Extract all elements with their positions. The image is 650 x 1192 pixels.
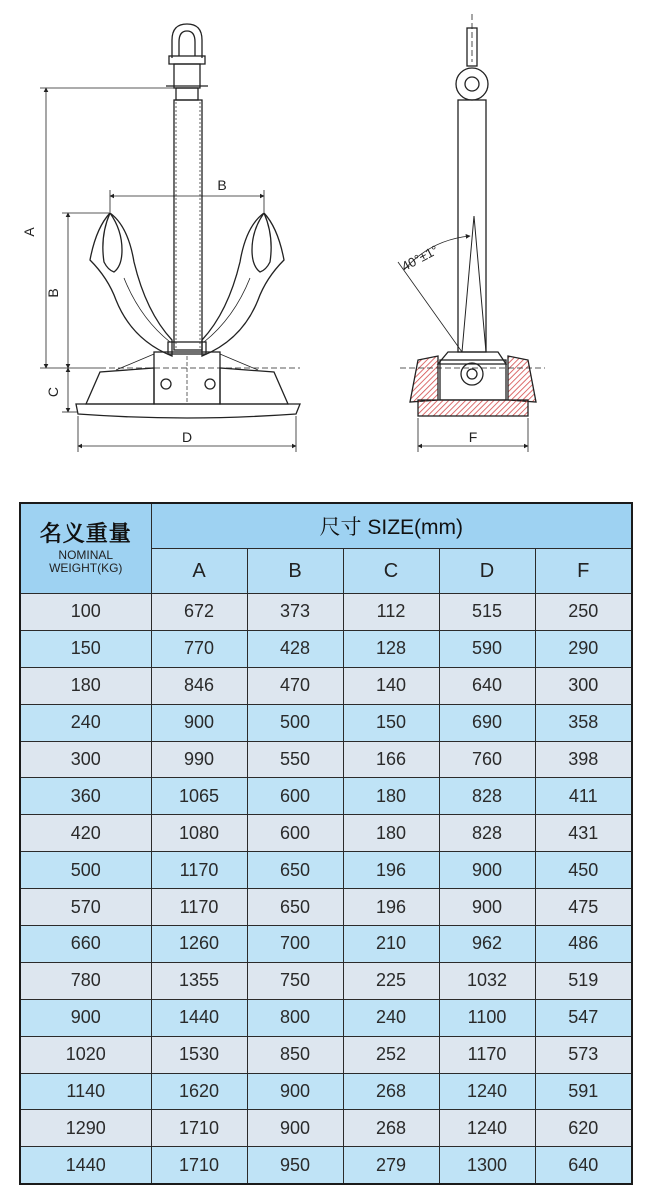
size-cell-b: 373 <box>247 594 343 631</box>
size-cell-a: 770 <box>151 630 247 667</box>
weight-cell: 900 <box>20 999 151 1036</box>
anchor-technical-drawing <box>0 0 650 470</box>
size-cell-b: 700 <box>247 926 343 963</box>
table-row <box>20 815 632 852</box>
nominal-weight-header <box>20 503 151 594</box>
weight-cell: 420 <box>20 815 151 852</box>
column-header-c: C <box>343 549 439 594</box>
nominal-weight-header-cn: 名义重量 <box>39 520 132 546</box>
size-cell-c: 150 <box>343 704 439 741</box>
size-cell-b: 500 <box>247 704 343 741</box>
size-cell-a: 1620 <box>151 1073 247 1110</box>
table-row <box>20 704 632 741</box>
size-cell-f: 620 <box>535 1110 632 1147</box>
size-cell-d: 1100 <box>439 999 535 1036</box>
weight-cell: 570 <box>20 889 151 926</box>
angle-label: 40°±1° <box>399 242 441 274</box>
size-cell-f: 358 <box>535 704 632 741</box>
size-cell-d: 760 <box>439 741 535 778</box>
table-row <box>20 1110 632 1147</box>
size-cell-a: 672 <box>151 594 247 631</box>
table-row <box>20 999 632 1036</box>
weight-cell: 150 <box>20 630 151 667</box>
dim-label-b-horizontal: B <box>217 177 227 193</box>
table-row <box>20 1036 632 1073</box>
size-cell-d: 1300 <box>439 1147 535 1184</box>
size-cell-f: 573 <box>535 1036 632 1073</box>
right-arm <box>202 213 284 356</box>
front-view <box>76 24 300 418</box>
column-header-f: F <box>535 549 632 594</box>
dim-label-d: D <box>181 429 193 445</box>
column-header-b: B <box>247 549 343 594</box>
size-cell-b: 550 <box>247 741 343 778</box>
size-cell-d: 1240 <box>439 1110 535 1147</box>
size-cell-b: 750 <box>247 962 343 999</box>
weight-cell: 300 <box>20 741 151 778</box>
size-cell-b: 950 <box>247 1147 343 1184</box>
size-cell-a: 900 <box>151 704 247 741</box>
size-cell-a: 846 <box>151 667 247 704</box>
size-cell-f: 640 <box>535 1147 632 1184</box>
size-cell-a: 1080 <box>151 815 247 852</box>
size-cell-c: 210 <box>343 926 439 963</box>
weight-cell: 780 <box>20 962 151 999</box>
table-row <box>20 962 632 999</box>
size-cell-a: 1260 <box>151 926 247 963</box>
size-cell-c: 180 <box>343 815 439 852</box>
size-cell-f: 519 <box>535 962 632 999</box>
table-body <box>20 594 632 1185</box>
weight-cell: 100 <box>20 594 151 631</box>
size-cell-b: 428 <box>247 630 343 667</box>
size-cell-c: 279 <box>343 1147 439 1184</box>
weight-cell: 240 <box>20 704 151 741</box>
specification-table <box>19 502 633 1185</box>
size-cell-d: 900 <box>439 889 535 926</box>
size-cell-f: 547 <box>535 999 632 1036</box>
size-cell-d: 1240 <box>439 1073 535 1110</box>
size-cell-a: 1170 <box>151 889 247 926</box>
size-cell-f: 431 <box>535 815 632 852</box>
size-cell-b: 650 <box>247 852 343 889</box>
table-row <box>20 1147 632 1184</box>
size-cell-d: 515 <box>439 594 535 631</box>
table-row <box>20 630 632 667</box>
size-cell-b: 470 <box>247 667 343 704</box>
size-cell-f: 450 <box>535 852 632 889</box>
size-cell-a: 1355 <box>151 962 247 999</box>
side-view <box>400 14 545 416</box>
size-cell-c: 268 <box>343 1110 439 1147</box>
size-cell-d: 900 <box>439 852 535 889</box>
table-row <box>20 1073 632 1110</box>
size-cell-f: 398 <box>535 741 632 778</box>
size-cell-f: 486 <box>535 926 632 963</box>
size-cell-c: 268 <box>343 1073 439 1110</box>
front-dimension-labels <box>21 177 227 445</box>
size-cell-d: 690 <box>439 704 535 741</box>
dim-label-f: F <box>468 429 478 445</box>
size-cell-c: 225 <box>343 962 439 999</box>
column-header-a: A <box>151 549 247 594</box>
size-header: 尺寸 SIZE(mm) <box>151 503 632 549</box>
size-cell-a: 1440 <box>151 999 247 1036</box>
size-cell-c: 112 <box>343 594 439 631</box>
size-cell-a: 1710 <box>151 1147 247 1184</box>
size-cell-f: 591 <box>535 1073 632 1110</box>
table-row <box>20 741 632 778</box>
size-cell-d: 828 <box>439 778 535 815</box>
size-cell-c: 196 <box>343 889 439 926</box>
table-row <box>20 852 632 889</box>
size-cell-a: 990 <box>151 741 247 778</box>
size-cell-c: 252 <box>343 1036 439 1073</box>
size-cell-d: 1032 <box>439 962 535 999</box>
column-header-d: D <box>439 549 535 594</box>
size-cell-c: 180 <box>343 778 439 815</box>
size-cell-d: 590 <box>439 630 535 667</box>
size-cell-b: 650 <box>247 889 343 926</box>
table-row <box>20 594 632 631</box>
shackle <box>166 24 208 100</box>
size-cell-a: 1710 <box>151 1110 247 1147</box>
size-cell-f: 475 <box>535 889 632 926</box>
size-cell-f: 250 <box>535 594 632 631</box>
size-cell-d: 1170 <box>439 1036 535 1073</box>
size-cell-c: 196 <box>343 852 439 889</box>
size-cell-f: 300 <box>535 667 632 704</box>
left-arm <box>90 213 172 356</box>
dim-label-b-vertical: B <box>45 288 61 298</box>
weight-cell: 1140 <box>20 1073 151 1110</box>
table-row <box>20 778 632 815</box>
weight-cell: 180 <box>20 667 151 704</box>
size-cell-b: 900 <box>247 1073 343 1110</box>
size-cell-b: 600 <box>247 778 343 815</box>
size-cell-f: 290 <box>535 630 632 667</box>
size-cell-b: 800 <box>247 999 343 1036</box>
table-row <box>20 667 632 704</box>
weight-cell: 660 <box>20 926 151 963</box>
size-cell-d: 828 <box>439 815 535 852</box>
size-cell-c: 240 <box>343 999 439 1036</box>
size-cell-d: 962 <box>439 926 535 963</box>
weight-cell: 1290 <box>20 1110 151 1147</box>
size-cell-f: 411 <box>535 778 632 815</box>
specification-table-container <box>19 502 631 1182</box>
dim-label-c: C <box>45 386 61 398</box>
size-cell-b: 600 <box>247 815 343 852</box>
size-cell-a: 1530 <box>151 1036 247 1073</box>
size-cell-d: 640 <box>439 667 535 704</box>
size-cell-a: 1065 <box>151 778 247 815</box>
weight-cell: 1020 <box>20 1036 151 1073</box>
size-cell-c: 140 <box>343 667 439 704</box>
table-row <box>20 926 632 963</box>
size-cell-c: 128 <box>343 630 439 667</box>
dim-label-a: A <box>21 227 37 237</box>
weight-cell: 360 <box>20 778 151 815</box>
size-cell-b: 900 <box>247 1110 343 1147</box>
nominal-weight-header-en-2: WEIGHT(KG) <box>49 561 123 576</box>
size-cell-b: 850 <box>247 1036 343 1073</box>
weight-cell: 500 <box>20 852 151 889</box>
shank <box>174 100 202 350</box>
table-row <box>20 889 632 926</box>
size-cell-a: 1170 <box>151 852 247 889</box>
nominal-weight-header-en-1: NOMINAL <box>58 547 114 562</box>
weight-cell: 1440 <box>20 1147 151 1184</box>
size-cell-c: 166 <box>343 741 439 778</box>
